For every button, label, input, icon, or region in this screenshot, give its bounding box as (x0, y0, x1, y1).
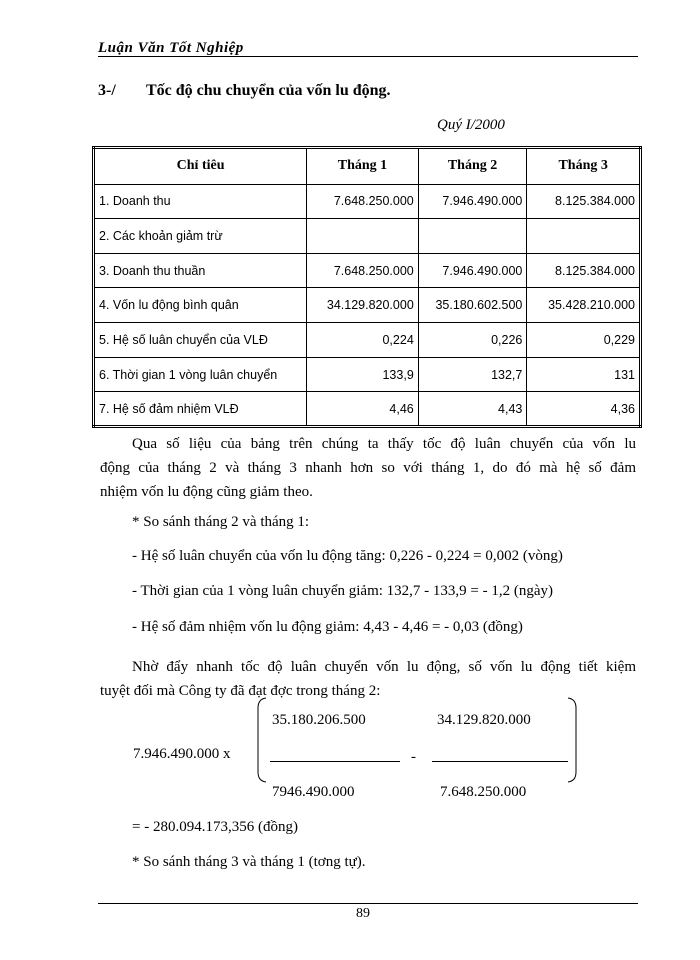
paragraph-line: nhiệm vốn lu động cũng giảm theo. (100, 484, 313, 500)
table-cell (418, 219, 527, 254)
fraction1-bar (270, 761, 400, 762)
fraction2-bar (432, 761, 568, 762)
header-title: Luận Văn Tốt Nghiệp (98, 40, 244, 56)
fraction1-denominator: 7946.490.000 (272, 784, 355, 800)
table-cell: 4,36 (527, 392, 641, 427)
table-cell: 0,229 (527, 323, 641, 358)
table-row (94, 219, 641, 254)
section-title: Tốc độ chu chuyển của vốn lu động. (146, 82, 391, 99)
column-header: Tháng 2 (418, 148, 527, 185)
table-cell: 4,46 (307, 392, 419, 427)
table-cell: 8.125.384.000 (527, 184, 641, 219)
section-number: 3-/ (98, 82, 116, 99)
table-row (94, 323, 641, 358)
formula-result: = - 280.094.173,356 (đồng) (132, 819, 298, 835)
table-row (94, 357, 641, 392)
turnover-ratio-change: - Hệ số luân chuyển của vốn lu động tăng: 0,226 - 0,224 = 0,002 (vòng) (132, 548, 563, 564)
table-row (94, 253, 641, 288)
period-label: Quý I/2000 (437, 117, 505, 133)
row-label: 3. Doanh thu thuần (94, 253, 307, 288)
savings-paragraph (100, 655, 636, 703)
formula-minus: - (411, 749, 416, 765)
comparison-heading-3-1: * So sánh tháng 3 và tháng 1 (tơng tự). (132, 854, 366, 870)
table-cell: 7.648.250.000 (307, 184, 419, 219)
fraction1-numerator: 35.180.206.500 (272, 712, 366, 728)
table-cell: 35.428.210.000 (527, 288, 641, 323)
left-bracket (254, 696, 268, 784)
table-cell: 0,226 (418, 323, 527, 358)
table-row (94, 392, 641, 427)
row-label: 7. Hệ số đảm nhiệm VLĐ (94, 392, 307, 427)
table-cell: 34.129.820.000 (307, 288, 419, 323)
paragraph-line: tuyệt đối mà Công ty đã đạt đợc trong tháng 2: (100, 683, 381, 699)
fraction2-denominator: 7.648.250.000 (440, 784, 527, 800)
comparison-heading-2-1: * So sánh tháng 2 và tháng 1: (132, 514, 310, 530)
cycle-time-change: - Thời gian của 1 vòng luân chuyển giảm: 132,7 - 133,9 = - 1,2 (ngày) (132, 583, 554, 599)
column-header: Tháng 3 (527, 148, 641, 185)
table-cell: 35.180.602.500 (418, 288, 527, 323)
column-header: Tháng 1 (307, 148, 419, 185)
table-cell: 7.946.490.000 (418, 184, 527, 219)
paragraph-line: Nhờ đẩy nhanh tốc độ luân chuyển vốn lu động, số vốn lu động tiết kiệm (132, 659, 636, 675)
right-bracket (566, 696, 580, 784)
row-label: 6. Thời gian 1 vòng luân chuyển (94, 357, 307, 392)
analysis-paragraph (100, 432, 636, 504)
table-cell: 0,224 (307, 323, 419, 358)
table-cell: 7.648.250.000 (307, 253, 419, 288)
paragraph-line: động của tháng 2 và tháng 3 nhanh hơn so với tháng 1, do đó mà hệ số đảm (100, 460, 636, 476)
velocity-table (92, 146, 642, 428)
fraction2-numerator: 34.129.820.000 (437, 712, 531, 728)
table-cell: 133,9 (307, 357, 419, 392)
footer-divider (98, 903, 638, 904)
page-number: 89 (356, 906, 370, 921)
row-label: 1. Doanh thu (94, 184, 307, 219)
row-label: 4. Vốn lu động bình quân (94, 288, 307, 323)
table-cell (527, 219, 641, 254)
paragraph-line: Qua số liệu của bảng trên chúng ta thấy tốc độ luân chuyển của vốn lu (132, 436, 636, 452)
header-divider (98, 56, 638, 57)
table-cell: 4,43 (418, 392, 527, 427)
table-cell: 8.125.384.000 (527, 253, 641, 288)
row-label: 2. Các khoản giảm trừ (94, 219, 307, 254)
table-cell: 131 (527, 357, 641, 392)
table-cell: 7.946.490.000 (418, 253, 527, 288)
row-label: 5. Hệ số luân chuyển của VLĐ (94, 323, 307, 358)
table-header-row (94, 148, 641, 185)
section-heading (98, 82, 391, 100)
formula-multiplier: 7.946.490.000 x (133, 746, 231, 762)
column-header: Chỉ tiêu (94, 148, 307, 185)
burden-ratio-change: - Hệ số đảm nhiệm vốn lu động giảm: 4,43 - 4,46 = - 0,03 (đồng) (132, 619, 523, 635)
table-row (94, 184, 641, 219)
table-cell (307, 219, 419, 254)
table-cell: 132,7 (418, 357, 527, 392)
table-row (94, 288, 641, 323)
